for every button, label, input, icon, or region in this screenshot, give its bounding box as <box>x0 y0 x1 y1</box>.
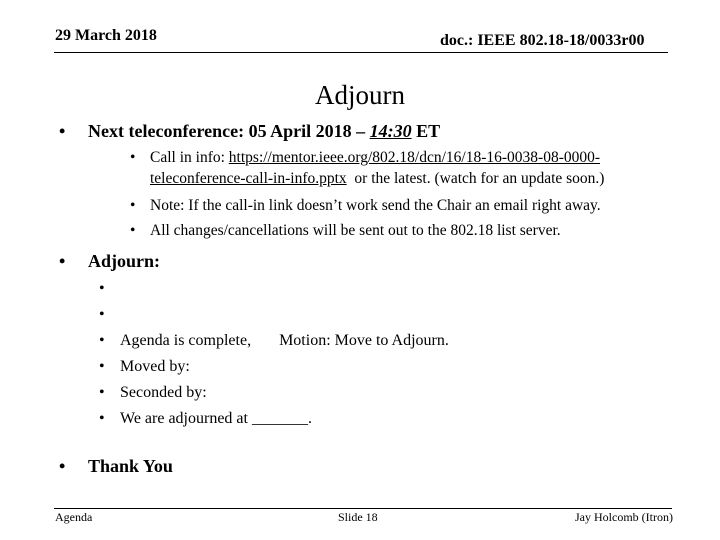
call-in-info-continuation <box>150 170 604 188</box>
call-in-link[interactable]: https://mentor.ieee.org/802.18/dcn/16/18-16-0038-08-0000- <box>228 149 601 166</box>
footer-left: Agenda <box>55 510 93 524</box>
adjourn-subitem-text: Agenda is complete, Motion: Move to Adjourn. <box>120 332 449 349</box>
bullet-marker: • <box>59 251 66 271</box>
bullet-marker: • <box>99 358 105 375</box>
call-in-prefix: Call in info: <box>150 149 229 166</box>
bullet-marker: • <box>130 197 136 214</box>
bullet-marker: • <box>59 121 66 141</box>
changes-text: All changes/cancellations will be sent out to the 802.18 list server. <box>150 222 561 239</box>
note-item <box>130 197 601 215</box>
slide-title: Adjourn <box>315 80 405 110</box>
adjourn-subitem <box>99 358 190 376</box>
changes-item <box>130 222 561 240</box>
call-in-link-continued[interactable]: teleconference-call-in-info.pptx <box>150 170 347 187</box>
bullet-marker: • <box>99 410 105 427</box>
adjourn-subitem <box>99 410 312 428</box>
note-text: Note: If the call-in link doesn’t work send the Chair an email right away. <box>150 197 601 214</box>
header-date: 29 March 2018 <box>55 27 157 44</box>
adjourn-label: Adjourn: <box>88 251 161 271</box>
telecon-suffix: ET <box>411 121 441 141</box>
bullet-marker: • <box>130 149 136 166</box>
adjourn-item <box>59 251 161 272</box>
thank-you-text: Thank You <box>88 456 173 476</box>
next-teleconference-item <box>59 121 441 142</box>
bullet-marker: • <box>99 280 105 297</box>
footer-author: Jay Holcomb (Itron) <box>575 510 673 524</box>
bullet-marker: • <box>99 306 105 323</box>
bullet-marker: • <box>59 456 66 476</box>
header-rule <box>54 52 668 53</box>
footer-rule <box>54 508 672 509</box>
adjourn-subitem-text: We are adjourned at _______. <box>120 410 312 427</box>
adjourn-subitem-text: Moved by: <box>120 358 190 375</box>
bullet-marker: • <box>99 332 105 349</box>
footer-slide-number: Slide 18 <box>338 510 378 524</box>
telecon-prefix: Next teleconference: 05 April 2018 – <box>88 121 370 141</box>
bullet-marker: • <box>130 222 136 239</box>
adjourn-subitem <box>99 384 207 402</box>
call-in-info-item <box>130 149 601 167</box>
thank-you-item <box>59 456 173 477</box>
telecon-time: 14:30 <box>369 121 412 141</box>
adjourn-subitem-text: Seconded by: <box>120 384 207 401</box>
call-in-suffix: or the latest. (watch for an update soon.) <box>346 170 605 187</box>
header-doc-id: doc.: IEEE 802.18-18/0033r00 <box>440 32 645 49</box>
adjourn-subitem <box>99 332 449 350</box>
bullet-marker: • <box>99 384 105 401</box>
